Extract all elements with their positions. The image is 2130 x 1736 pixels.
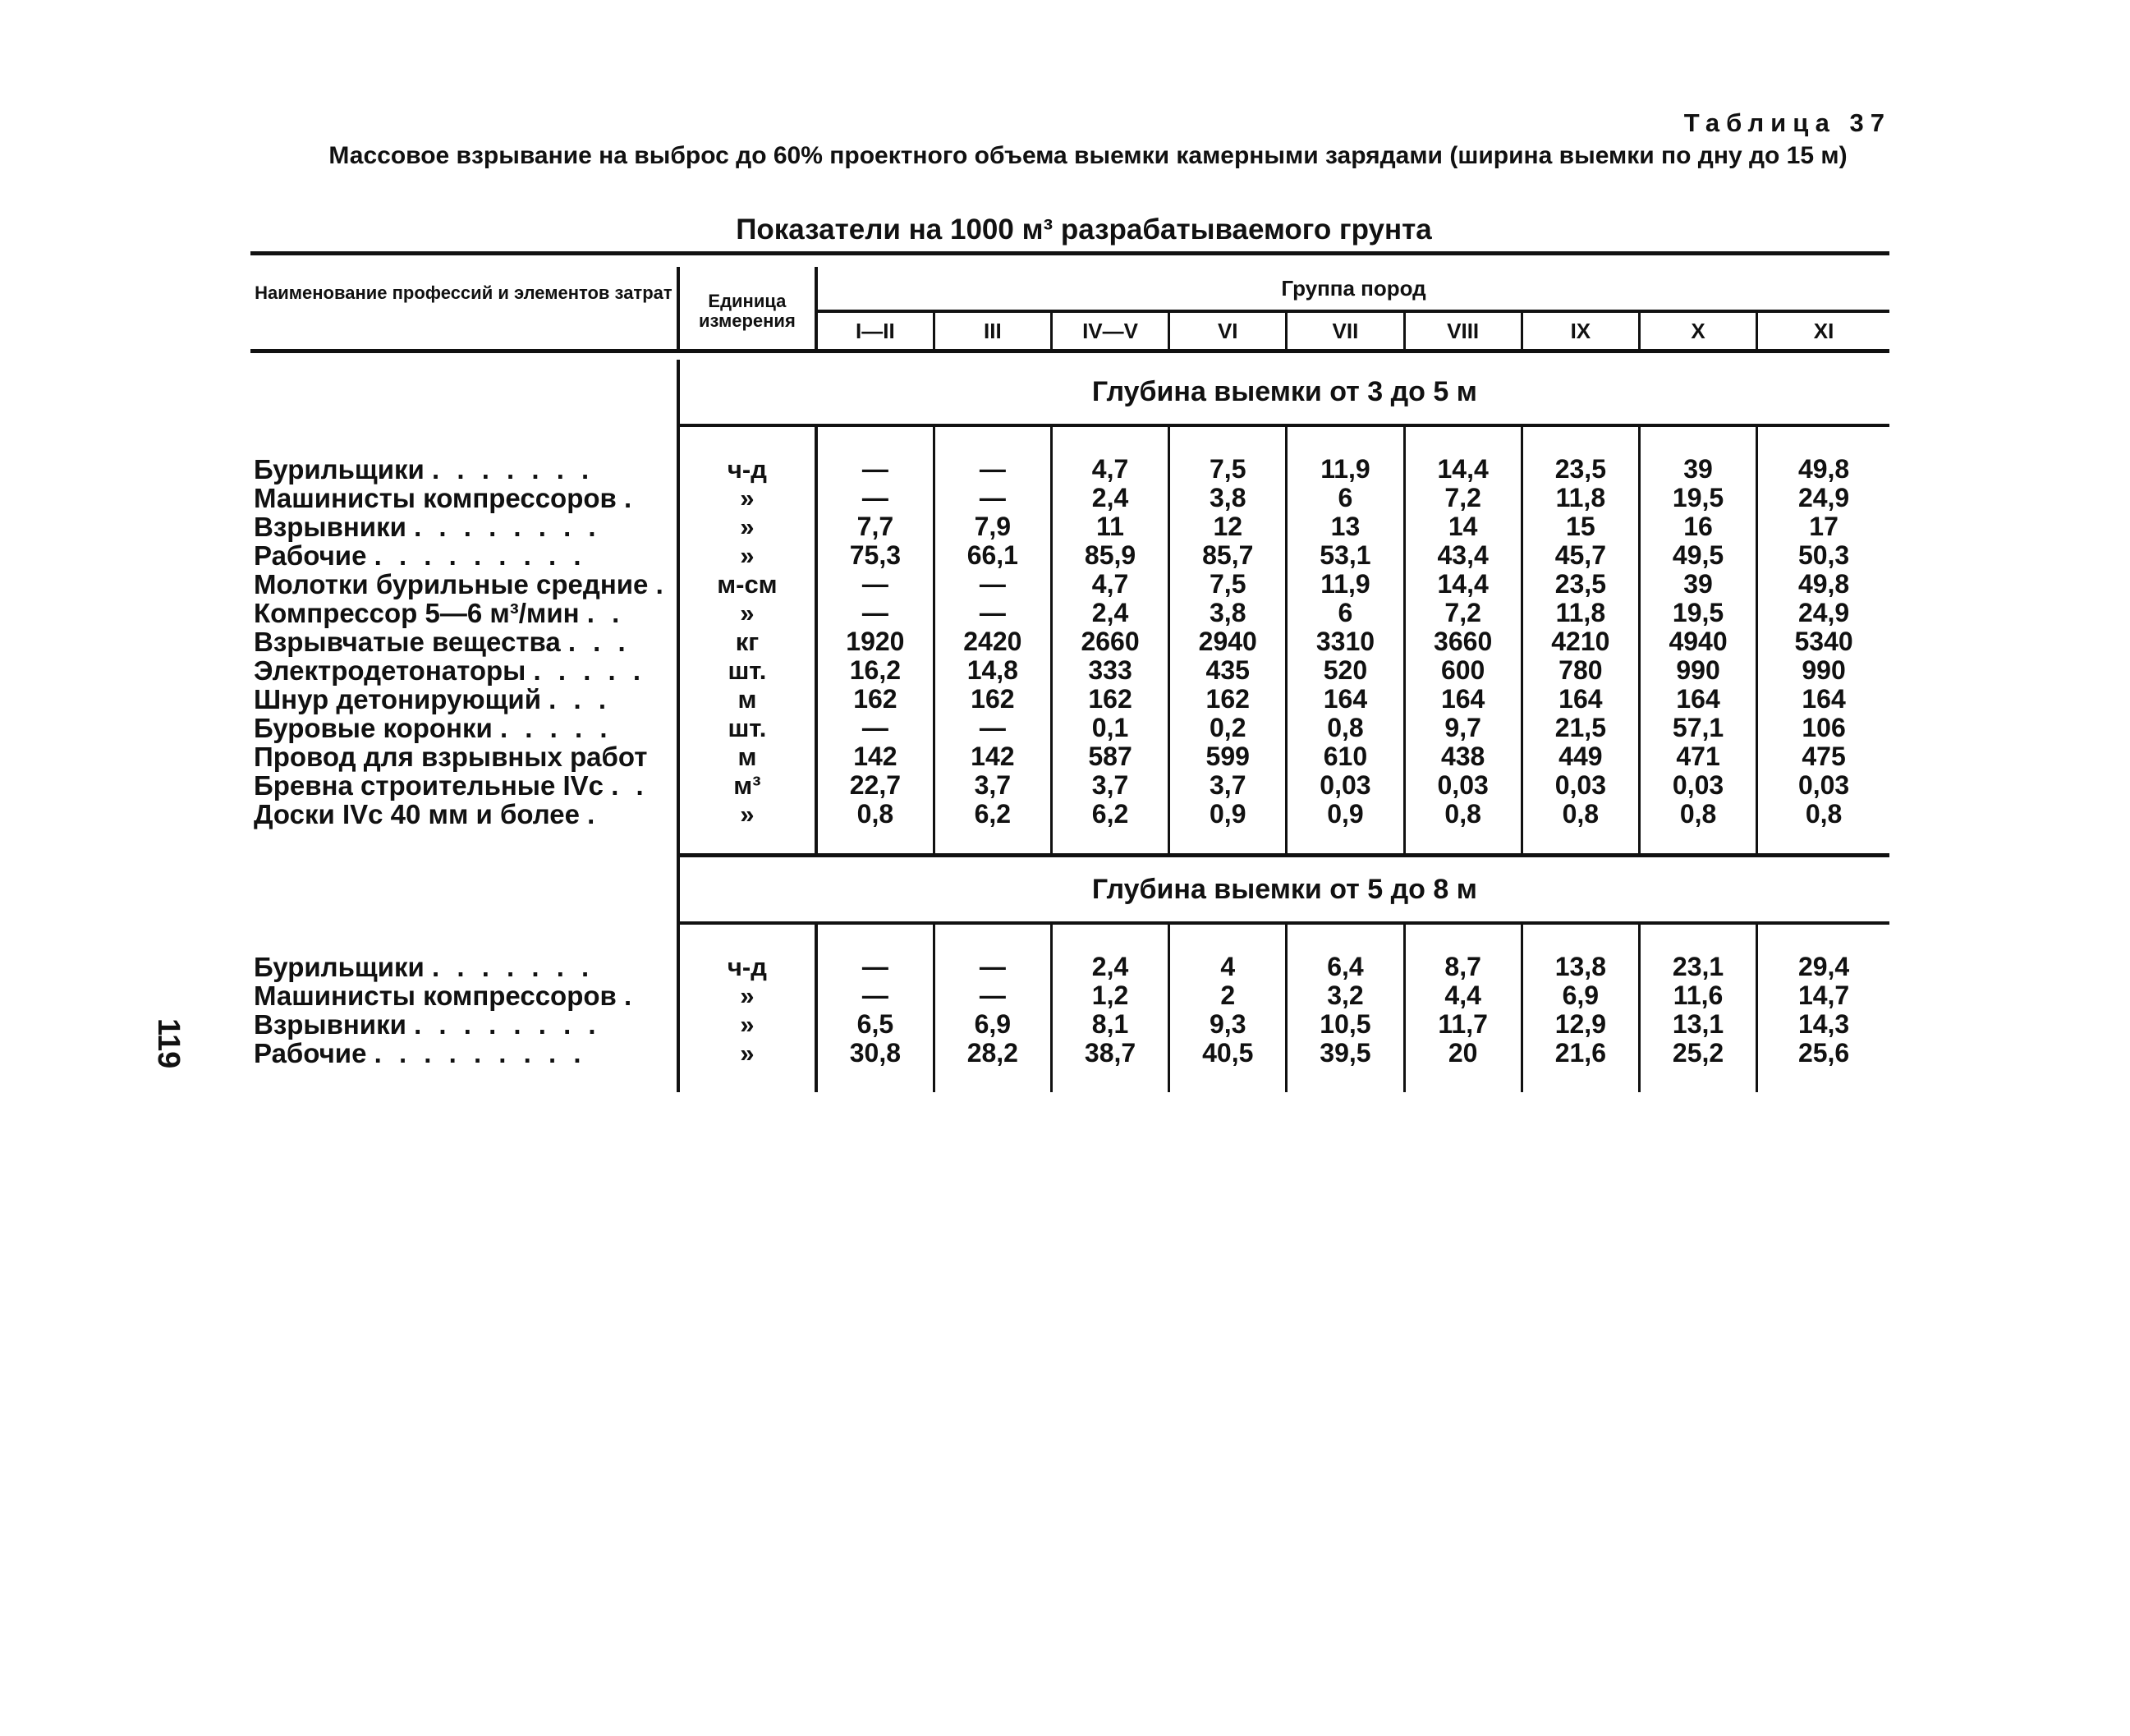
value-cell: 11,8 — [1522, 599, 1639, 627]
value-cell: 11,8 — [1522, 484, 1639, 512]
section-label: Глубина выемки от 5 до 8 м — [678, 857, 1889, 923]
table-title: Массовое взрывание на выброс до 60% проектного объема выемки камерными зарядами (ширина выемки по дну до 15 м) — [328, 142, 1848, 169]
column-header: IX — [1522, 311, 1639, 351]
row-name-cell — [250, 1039, 678, 1068]
row-unit: шт. — [678, 656, 816, 685]
value-cell: 990 — [1639, 656, 1756, 685]
value-cell: 25,2 — [1639, 1039, 1756, 1068]
row-name: Рабочие — [254, 1038, 367, 1068]
value-cell: 449 — [1522, 742, 1639, 771]
value-cell: 5340 — [1757, 627, 1889, 656]
value-cell: 2,4 — [1051, 484, 1168, 512]
row-unit: м³ — [678, 771, 816, 800]
value-cell: 435 — [1169, 656, 1287, 685]
value-cell: 14,8 — [934, 656, 1051, 685]
value-cell: — — [934, 953, 1051, 981]
value-cell: 11,6 — [1639, 981, 1756, 1010]
value-cell: 6,2 — [1051, 800, 1168, 829]
row-unit: ч-д — [678, 953, 816, 981]
value-cell: 7,9 — [934, 512, 1051, 541]
leader-dots: . — [655, 569, 668, 599]
value-cell: 0,2 — [1169, 714, 1287, 742]
value-cell: 4,7 — [1051, 570, 1168, 599]
value-cell: 0,03 — [1404, 771, 1522, 800]
value-cell: 21,5 — [1522, 714, 1639, 742]
row-name: Компрессор 5—6 м³/мин — [254, 598, 580, 628]
value-cell: 162 — [1051, 685, 1168, 714]
row-name-cell — [250, 627, 678, 656]
table-row — [250, 742, 1889, 771]
row-unit: м — [678, 685, 816, 714]
value-cell: 142 — [934, 742, 1051, 771]
value-cell: 24,9 — [1757, 484, 1889, 512]
row-name-cell — [250, 1010, 678, 1039]
table-row — [250, 484, 1889, 512]
value-cell: 85,7 — [1169, 541, 1287, 570]
value-cell: — — [934, 981, 1051, 1010]
value-cell: 14,4 — [1404, 570, 1522, 599]
leader-dots: . — [623, 483, 637, 513]
table-row — [250, 953, 1889, 981]
row-name-cell — [250, 656, 678, 685]
row-name: Машинисты компрессоров — [254, 483, 617, 513]
value-cell: 4940 — [1639, 627, 1756, 656]
value-cell: 587 — [1051, 742, 1168, 771]
value-cell: 23,5 — [1522, 570, 1639, 599]
value-cell: 7,7 — [856, 512, 894, 541]
section-label: Глубина выемки от 3 до 5 м — [678, 360, 1889, 425]
row-unit: » — [678, 1010, 816, 1039]
value-cell: 1920 — [846, 627, 905, 656]
table-number: Таблица 37 — [1683, 108, 1891, 137]
value-cell: 4,4 — [1404, 981, 1522, 1010]
row-name: Взрывчатые вещества — [254, 627, 561, 657]
value-cell: 610 — [1287, 742, 1404, 771]
row-name: Провод для взрывных работ — [254, 742, 648, 772]
value-cell: 13,8 — [1522, 953, 1639, 981]
value-cell: 3660 — [1404, 627, 1522, 656]
value-cell: 0,8 — [1639, 800, 1756, 829]
value-cell: 49,8 — [1757, 570, 1889, 599]
value-cell: 164 — [1287, 685, 1404, 714]
table-row — [250, 1010, 1889, 1039]
value-cell: 164 — [1522, 685, 1639, 714]
value-cell: 6,9 — [934, 1010, 1051, 1039]
value-cell: 11,9 — [1287, 570, 1404, 599]
leader-dots: . — [587, 799, 600, 829]
value-cell: 29,4 — [1757, 953, 1889, 981]
column-header: X — [1639, 311, 1756, 351]
row-unit: ч-д — [678, 455, 816, 484]
table-row — [250, 656, 1889, 685]
value-cell: 4 — [1169, 953, 1287, 981]
value-cell: 3,7 — [1169, 771, 1287, 800]
value-cell: 3,2 — [1287, 981, 1404, 1010]
page-number: 119 — [151, 1018, 186, 1069]
row-name-cell — [250, 953, 678, 981]
value-cell: — — [934, 455, 1051, 484]
value-cell: 8,7 — [1404, 953, 1522, 981]
value-cell: 520 — [1287, 656, 1404, 685]
value-cell: 12 — [1169, 512, 1287, 541]
value-cell: 2 — [1169, 981, 1287, 1010]
value-cell: 14,4 — [1404, 455, 1522, 484]
value-cell: 0,03 — [1639, 771, 1756, 800]
column-header: VI — [1169, 311, 1287, 351]
value-cell: 0,8 — [1404, 800, 1522, 829]
value-cell: 19,5 — [1639, 484, 1756, 512]
value-cell: 6,5 — [856, 1009, 894, 1039]
value-cell: 164 — [1639, 685, 1756, 714]
value-cell: 38,7 — [1051, 1039, 1168, 1068]
table-row — [250, 599, 1889, 627]
row-name: Электродетонаторы — [254, 655, 526, 686]
row-name: Взрывники — [254, 1009, 406, 1040]
value-cell: 12,9 — [1522, 1010, 1639, 1039]
value-cell: 0,8 — [1522, 800, 1639, 829]
value-cell: 0,9 — [1287, 800, 1404, 829]
value-cell: — — [934, 484, 1051, 512]
value-cell: 164 — [1757, 685, 1889, 714]
value-cell: 7,2 — [1404, 484, 1522, 512]
row-name-cell — [250, 541, 678, 570]
value-cell: 16,2 — [849, 655, 902, 685]
row-name-cell — [250, 714, 678, 742]
table-body — [250, 254, 1889, 1093]
table-row — [250, 570, 1889, 599]
value-cell: 0,9 — [1169, 800, 1287, 829]
header-group: Группа пород — [816, 267, 1889, 311]
leader-dots: . . . . . . . . — [414, 512, 601, 542]
header-name: Наименование профессий и элементов затрат — [250, 267, 678, 351]
value-cell: — — [861, 598, 888, 627]
leader-dots: . . . . . . . — [432, 454, 594, 485]
value-cell: 3,7 — [934, 771, 1051, 800]
value-cell: 780 — [1522, 656, 1639, 685]
value-cell: 39 — [1639, 455, 1756, 484]
value-cell: 6,9 — [1522, 981, 1639, 1010]
value-cell: 10,5 — [1287, 1010, 1404, 1039]
column-header: VII — [1287, 311, 1404, 351]
value-cell: 11,9 — [1287, 455, 1404, 484]
value-cell: 162 — [934, 685, 1051, 714]
row-name: Рабочие — [254, 540, 367, 571]
table-row — [250, 541, 1889, 570]
value-cell: 25,6 — [1757, 1039, 1889, 1068]
value-cell: — — [861, 483, 888, 512]
value-cell: 2,4 — [1051, 599, 1168, 627]
column-header: III — [934, 311, 1051, 351]
row-name-cell — [250, 599, 678, 627]
header-unit: Единица измерения — [678, 267, 816, 351]
value-cell: 14,7 — [1757, 981, 1889, 1010]
row-unit: » — [678, 512, 816, 541]
leader-dots: . . — [586, 598, 625, 628]
leader-dots: . . . — [549, 684, 611, 714]
value-cell: 28,2 — [934, 1039, 1051, 1068]
leader-dots: . . . . . — [499, 713, 613, 743]
value-cell: 39 — [1639, 570, 1756, 599]
row-name-cell — [250, 484, 678, 512]
row-name: Шнур детонирующий — [254, 684, 541, 714]
value-cell: 6 — [1287, 599, 1404, 627]
row-name: Доски IVс 40 мм и более — [254, 799, 580, 829]
table-subtitle: Показатели на 1000 м³ разрабатываемого грунта — [736, 214, 1432, 246]
section-header-row — [250, 360, 1889, 425]
row-name: Машинисты компрессоров — [254, 981, 617, 1011]
leader-dots: . . . — [567, 627, 631, 657]
row-unit: » — [678, 981, 816, 1010]
value-cell: 4210 — [1522, 627, 1639, 656]
value-cell: 2660 — [1051, 627, 1168, 656]
value-cell: — — [934, 714, 1051, 742]
value-cell: 3310 — [1287, 627, 1404, 656]
value-cell: 6,4 — [1287, 953, 1404, 981]
value-cell: 24,9 — [1757, 599, 1889, 627]
value-cell: 21,6 — [1522, 1039, 1639, 1068]
value-cell: 17 — [1757, 512, 1889, 541]
value-cell: 23,5 — [1522, 455, 1639, 484]
value-cell: — — [861, 454, 888, 484]
value-cell: 0,8 — [1287, 714, 1404, 742]
value-cell: 75,3 — [849, 540, 902, 570]
value-cell: 438 — [1404, 742, 1522, 771]
row-name: Буровые коронки — [254, 713, 493, 743]
value-cell: 0,8 — [856, 799, 894, 829]
value-cell: 475 — [1757, 742, 1889, 771]
row-unit: шт. — [678, 714, 816, 742]
value-cell: 19,5 — [1639, 599, 1756, 627]
value-cell: 990 — [1757, 656, 1889, 685]
value-cell: 0,03 — [1757, 771, 1889, 800]
table-row — [250, 627, 1889, 656]
value-cell: 0,8 — [1757, 800, 1889, 829]
value-cell: 45,7 — [1522, 541, 1639, 570]
value-cell: 23,1 — [1639, 953, 1756, 981]
value-cell: 7,5 — [1169, 455, 1287, 484]
value-cell: 85,9 — [1051, 541, 1168, 570]
column-header: XI — [1757, 311, 1889, 351]
value-cell: 57,1 — [1639, 714, 1756, 742]
value-cell: 8,1 — [1051, 1010, 1168, 1039]
value-cell: — — [861, 981, 888, 1010]
value-cell: 53,1 — [1287, 541, 1404, 570]
row-name-cell — [250, 771, 678, 800]
leader-dots: . . — [611, 770, 649, 801]
value-cell: 43,4 — [1404, 541, 1522, 570]
value-cell: — — [934, 599, 1051, 627]
value-cell: 0,1 — [1051, 714, 1168, 742]
value-cell: 0,03 — [1522, 771, 1639, 800]
row-name: Взрывники — [254, 512, 406, 542]
value-cell: 2940 — [1169, 627, 1287, 656]
row-name: Бурильщики — [254, 454, 425, 485]
value-cell: 15 — [1522, 512, 1639, 541]
value-cell: 2,4 — [1051, 953, 1168, 981]
table-row — [250, 1039, 1889, 1068]
leader-dots: . . . . . . . . . — [374, 540, 586, 571]
value-cell: — — [861, 952, 888, 981]
value-cell: 39,5 — [1287, 1039, 1404, 1068]
row-name-cell — [250, 685, 678, 714]
table-row — [250, 981, 1889, 1010]
value-cell: 599 — [1169, 742, 1287, 771]
value-cell: 7,5 — [1169, 570, 1287, 599]
value-cell: 3,7 — [1051, 771, 1168, 800]
value-cell: 16 — [1639, 512, 1756, 541]
row-unit: » — [678, 484, 816, 512]
data-table — [250, 251, 1889, 1092]
value-cell: 333 — [1051, 656, 1168, 685]
row-unit: » — [678, 1039, 816, 1068]
row-unit: » — [678, 599, 816, 627]
row-unit: » — [678, 800, 816, 829]
value-cell: 600 — [1404, 656, 1522, 685]
value-cell: 3,8 — [1169, 484, 1287, 512]
value-cell: 164 — [1404, 685, 1522, 714]
value-cell: 142 — [853, 742, 897, 771]
table-row — [250, 512, 1889, 541]
row-name-cell — [250, 512, 678, 541]
value-cell: 162 — [853, 684, 897, 714]
value-cell: 4,7 — [1051, 455, 1168, 484]
table-row — [250, 714, 1889, 742]
leader-dots: . . . . . . . . . — [374, 1038, 586, 1068]
row-name-cell — [250, 981, 678, 1010]
value-cell: 50,3 — [1757, 541, 1889, 570]
value-cell: 14 — [1404, 512, 1522, 541]
table-row — [250, 455, 1889, 484]
value-cell: — — [861, 713, 888, 742]
leader-dots: . . . . . . . . — [414, 1009, 601, 1040]
column-header: VIII — [1404, 311, 1522, 351]
value-cell: 6 — [1287, 484, 1404, 512]
row-unit: » — [678, 541, 816, 570]
value-cell: 106 — [1757, 714, 1889, 742]
value-cell: 1,2 — [1051, 981, 1168, 1010]
value-cell: 11,7 — [1404, 1010, 1522, 1039]
value-cell: 49,8 — [1757, 455, 1889, 484]
value-cell: 9,3 — [1169, 1010, 1287, 1039]
column-header: I—II — [816, 311, 934, 351]
value-cell: 66,1 — [934, 541, 1051, 570]
row-unit: кг — [678, 627, 816, 656]
value-cell: 13,1 — [1639, 1010, 1756, 1039]
table-row — [250, 800, 1889, 829]
table-row — [250, 771, 1889, 800]
value-cell: 6,2 — [934, 800, 1051, 829]
value-cell: 14,3 — [1757, 1010, 1889, 1039]
section-header-row — [250, 857, 1889, 923]
header-row — [250, 267, 1889, 311]
row-name-cell — [250, 742, 678, 771]
value-cell: 471 — [1639, 742, 1756, 771]
value-cell: — — [861, 569, 888, 599]
value-cell: 30,8 — [849, 1038, 902, 1068]
value-cell: 20 — [1404, 1039, 1522, 1068]
value-cell: 49,5 — [1639, 541, 1756, 570]
value-cell: 13 — [1287, 512, 1404, 541]
leader-dots: . — [623, 981, 637, 1011]
value-cell: 9,7 — [1404, 714, 1522, 742]
value-cell: 7,2 — [1404, 599, 1522, 627]
row-unit: м — [678, 742, 816, 771]
table-row — [250, 685, 1889, 714]
value-cell: 2420 — [934, 627, 1051, 656]
row-name: Бревна строительные IVс — [254, 770, 604, 801]
row-name-cell — [250, 570, 678, 599]
value-cell: 11 — [1051, 512, 1168, 541]
value-cell: 22,7 — [849, 770, 902, 800]
column-header: IV—V — [1051, 311, 1168, 351]
row-name-cell — [250, 800, 678, 829]
value-cell: — — [934, 570, 1051, 599]
row-name-cell — [250, 455, 678, 484]
leader-dots: . . . . . — [533, 655, 646, 686]
row-unit: м-см — [678, 570, 816, 599]
row-name: Молотки бурильные средние — [254, 569, 649, 599]
value-cell: 0,03 — [1287, 771, 1404, 800]
value-cell: 40,5 — [1169, 1039, 1287, 1068]
value-cell: 3,8 — [1169, 599, 1287, 627]
leader-dots: . . . . . . . — [432, 952, 594, 982]
value-cell: 162 — [1169, 685, 1287, 714]
row-name: Бурильщики — [254, 952, 425, 982]
